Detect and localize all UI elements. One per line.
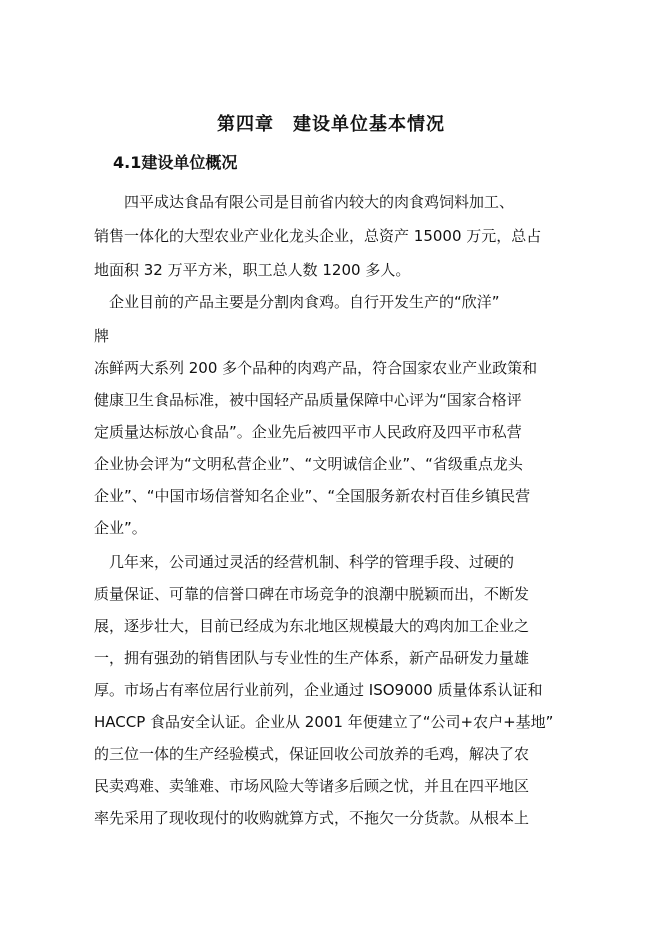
chapter-title: 第四章 建设单位基本情况 xyxy=(217,114,445,135)
body-line: 企业”。 xyxy=(94,519,147,537)
body-line: 厚。市场占有率位居行业前列，企业通过 ISO9000 质量体系认证和 xyxy=(94,681,543,699)
body-line: 的三位一体的生产经验模式，保证回收公司放养的毛鸡，解决了农 xyxy=(94,745,530,763)
body-line: 率先采用了现收现付的收购就算方式，不拖欠一分货款。从根本上 xyxy=(94,809,530,827)
body-line: 几年来，公司通过灵活的经营机制、科学的管理手段、过硬的 xyxy=(94,553,515,571)
body-line: 牌 xyxy=(94,327,110,345)
body-line: 质量保证、可靠的信誉口碑在市场竞争的浪潮中脱颖而出，不断发 xyxy=(94,585,530,603)
body-line: 冻鲜两大系列 200 多个品种的肉鸡产品，符合国家农业产业政策和 xyxy=(94,359,538,377)
body-line: 地面积 32 万平方米，职工总人数 1200 多人。 xyxy=(94,261,411,279)
section-title: 4.1建设单位概况 xyxy=(113,153,238,172)
body-line: 健康卫生食品标准，被中国轻产品质量保障中心评为“国家合格评 xyxy=(94,391,522,409)
body-line: 企业协会评为“文明私营企业”、“文明诚信企业”、“省级重点龙头 xyxy=(94,455,523,473)
body-line: 销售一体化的大型农业产业化龙头企业，总资产 15000 万元，总占 xyxy=(94,227,542,245)
body-line: 企业目前的产品主要是分割肉食鸡。自行开发生产的“欣洋” xyxy=(94,293,500,311)
body-line: HACCP 食品安全认证。企业从 2001 年便建立了“公司+农户+基地” xyxy=(94,713,554,731)
body-line: 一，拥有强劲的销售团队与专业性的生产体系，新产品研发力量雄 xyxy=(94,649,530,667)
body-line: 定质量达标放心食品”。企业先后被四平市人民政府及四平市私营 xyxy=(94,423,522,441)
body-line: 展，逐步壮大，目前已经成为东北地区规模最大的鸡肉加工企业之 xyxy=(94,617,530,635)
body-line: 四平成达食品有限公司是目前省内较大的肉食鸡饲料加工、 xyxy=(94,193,515,211)
body-line: 企业”、“中国市场信誉知名企业”、“全国服务新农村百佳乡镇民营 xyxy=(94,487,531,505)
body-line: 民卖鸡难、卖雏难、市场风险大等诸多后顾之忧，并且在四平地区 xyxy=(94,777,530,795)
